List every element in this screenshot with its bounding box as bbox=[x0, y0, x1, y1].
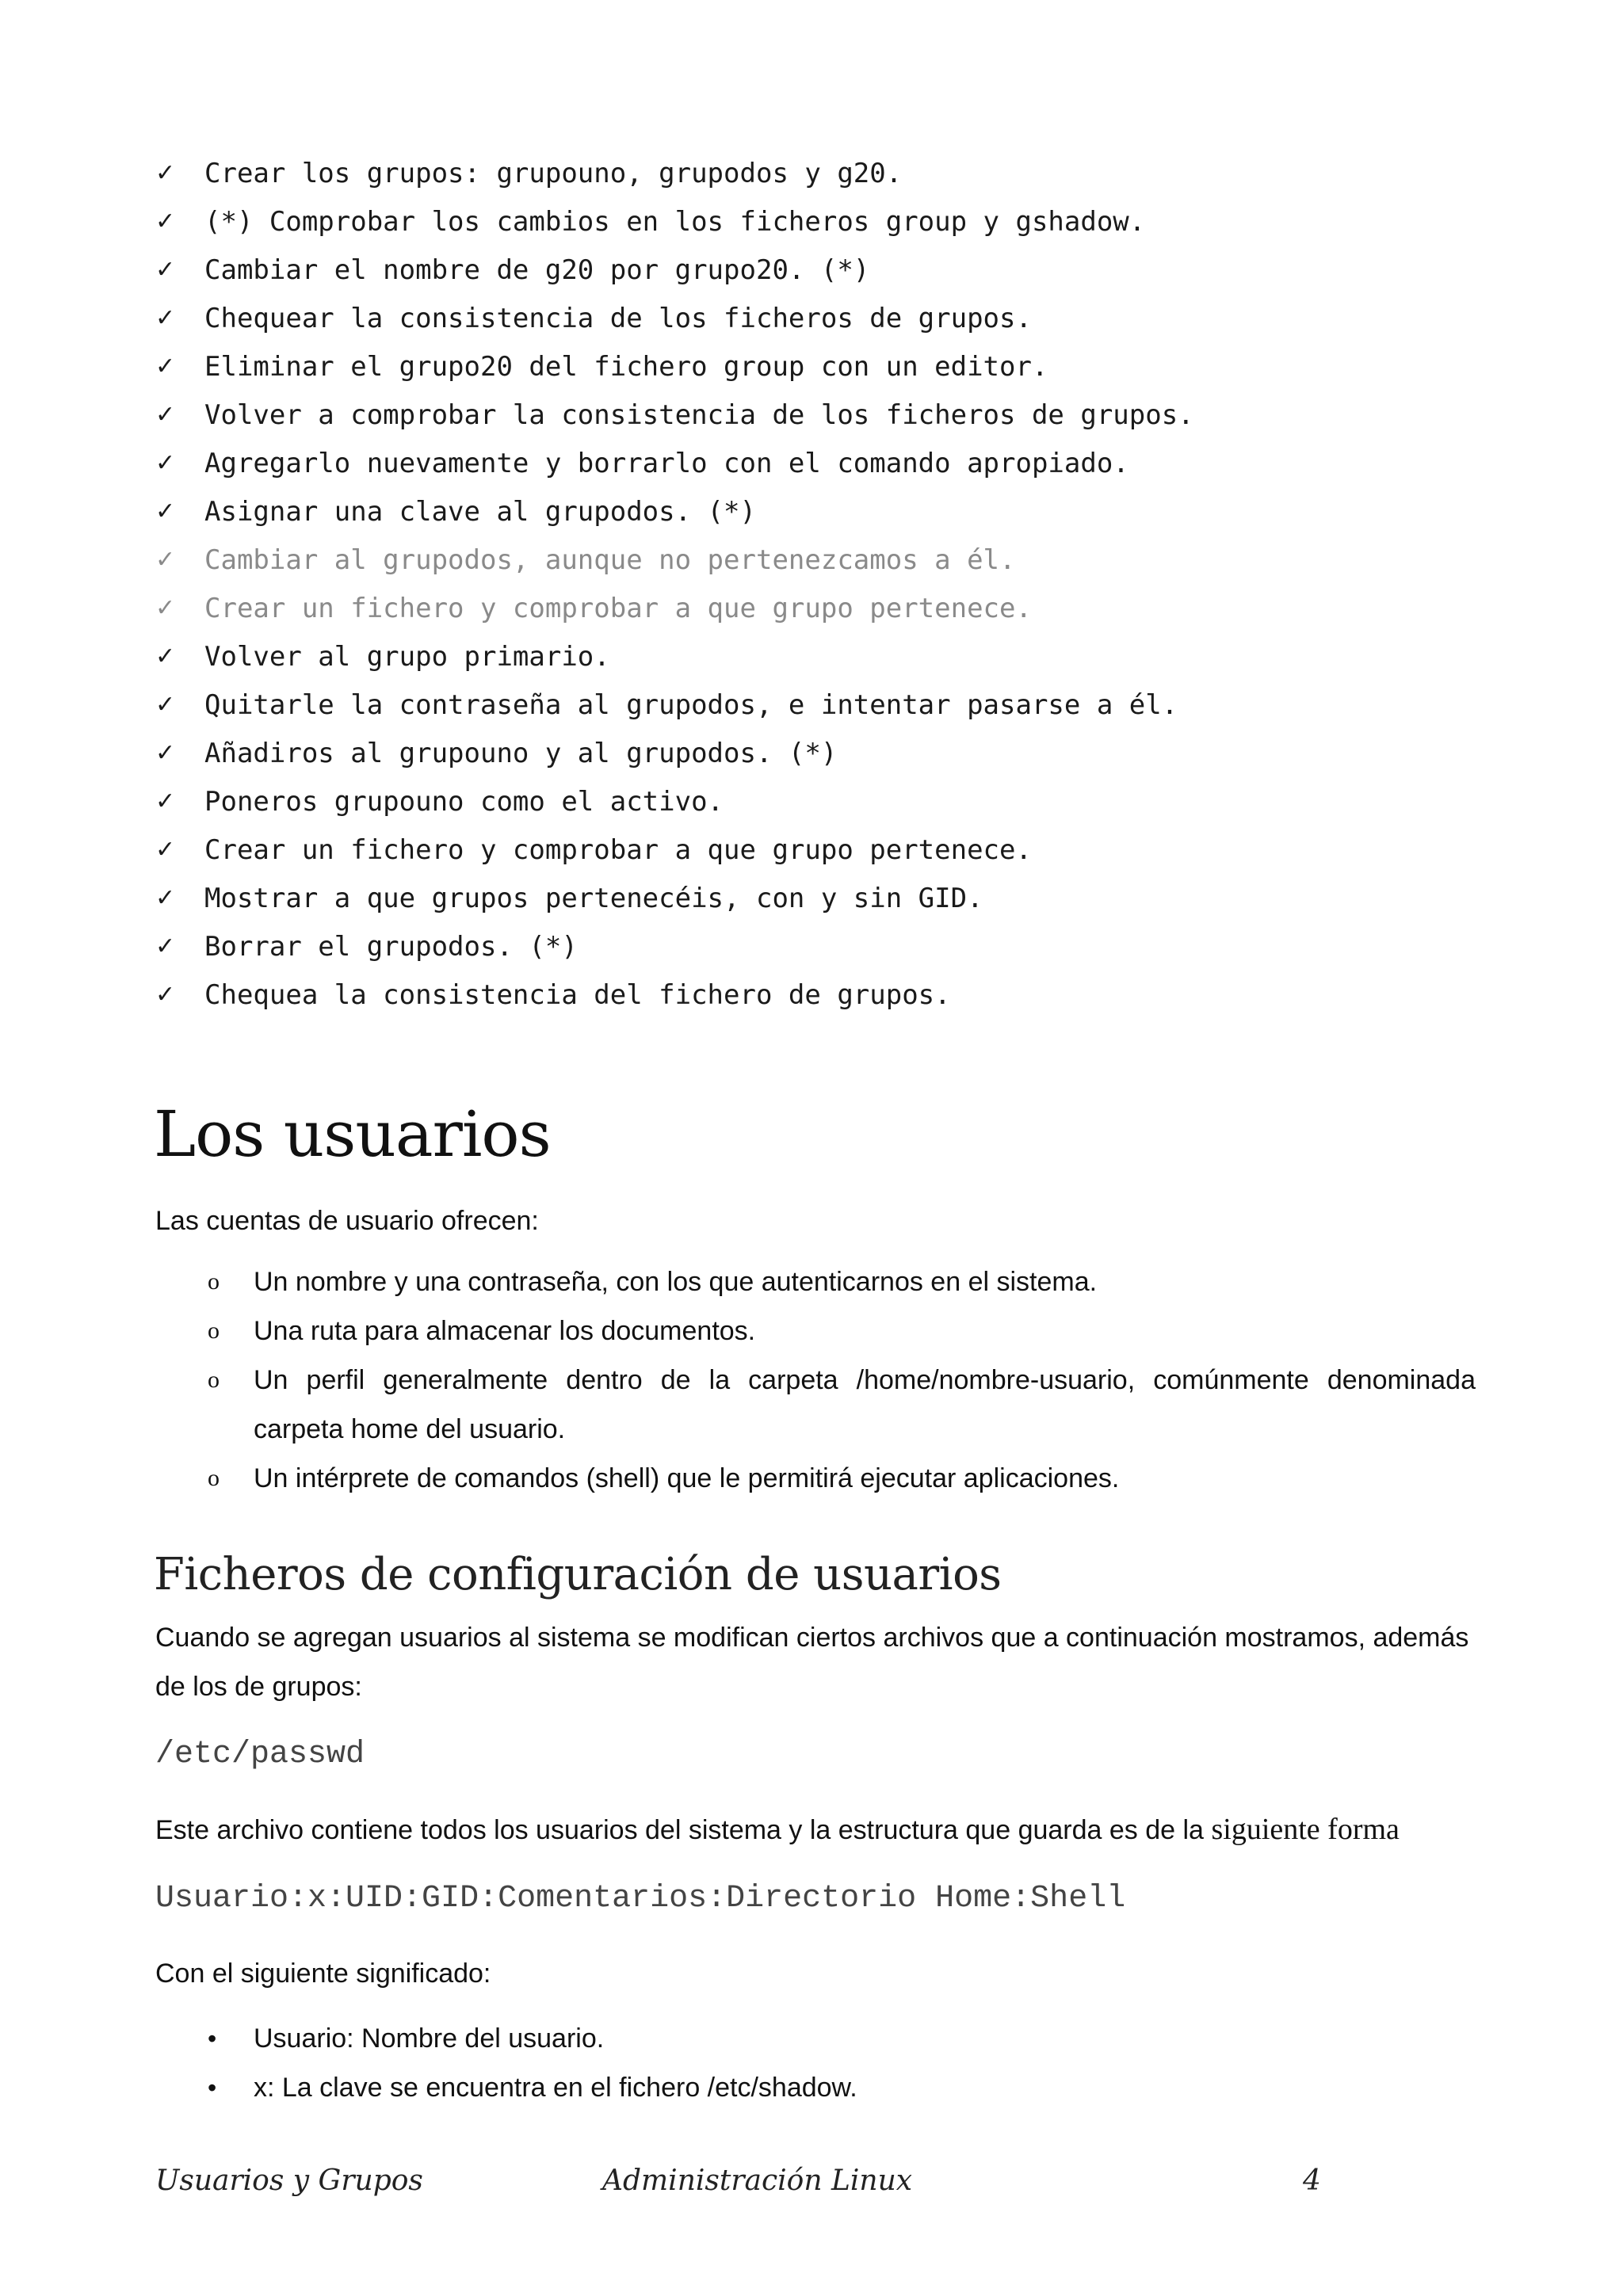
checkmark-icon: ✓ bbox=[155, 401, 176, 429]
task-text: Crear un fichero y comprobar a que grupo pertenece. bbox=[204, 592, 1032, 624]
circle-bullet-icon: o bbox=[208, 1268, 220, 1295]
list-item bbox=[208, 2014, 1476, 2063]
task-text: Eliminar el grupo20 del fichero group con un editor. bbox=[204, 350, 1048, 383]
checkmark-icon: ✓ bbox=[155, 546, 176, 574]
disc-bullet-icon: • bbox=[208, 2073, 217, 2102]
task-item bbox=[155, 922, 1194, 971]
task-text: (*) Comprobar los cambios en los ficheros group y gshadow. bbox=[204, 205, 1146, 238]
passwd-description-text: Este archivo contiene todos los usuarios del sistema y la estructura que guarda es de la bbox=[155, 1815, 1204, 1845]
task-item bbox=[155, 342, 1194, 391]
checkmark-icon: ✓ bbox=[155, 304, 176, 332]
task-item bbox=[155, 729, 1194, 777]
list-item bbox=[208, 1257, 1476, 1306]
list-item-text: Un perfil generalmente dentro de la carpeta /home/nombre-usuario, comúnmente denominada carpeta home del usuario. bbox=[254, 1365, 1476, 1444]
ficheros-intro: Cuando se agregan usuarios al sistema se modifican ciertos archivos que a continuación mostramos, además de los de grupos: bbox=[155, 1623, 1469, 1702]
checkmark-icon: ✓ bbox=[155, 788, 176, 815]
task-item bbox=[155, 487, 1194, 536]
section-title-ficheros: Ficheros de configuración de usuarios bbox=[154, 1549, 1002, 1600]
usuarios-features-list bbox=[208, 1257, 1476, 1503]
checkmark-icon: ✓ bbox=[155, 256, 176, 284]
checkmark-icon: ✓ bbox=[155, 836, 176, 864]
checkmark-icon: ✓ bbox=[155, 981, 176, 1009]
task-text: Crear los grupos: grupouno, grupodos y g20. bbox=[204, 157, 903, 189]
passwd-description bbox=[155, 1805, 1475, 1855]
passwd-fields-list bbox=[208, 2014, 1476, 2112]
task-text: Chequear la consistencia de los ficheros de grupos. bbox=[204, 302, 1032, 334]
task-item bbox=[155, 874, 1194, 922]
checkmark-icon: ✓ bbox=[155, 594, 176, 622]
task-item bbox=[155, 584, 1194, 632]
task-text: Cambiar el nombre de g20 por grupo20. (*) bbox=[204, 254, 870, 286]
meaning-intro: Con el siguiente significado: bbox=[155, 1958, 491, 1989]
passwd-path: /etc/passwd bbox=[155, 1737, 365, 1772]
checkmark-icon: ✓ bbox=[155, 643, 176, 670]
footer-center: Administración Linux bbox=[602, 2164, 913, 2197]
checkmark-icon: ✓ bbox=[155, 449, 176, 477]
task-text: Crear un fichero y comprobar a que grupo pertenece. bbox=[204, 833, 1032, 866]
task-text: Poneros grupouno como el activo. bbox=[204, 785, 724, 818]
list-item-text: Usuario: Nombre del usuario. bbox=[254, 2023, 605, 2054]
task-text: Borrar el grupodos. (*) bbox=[204, 930, 578, 963]
task-text: Volver al grupo primario. bbox=[204, 640, 610, 673]
list-item-text: Una ruta para almacenar los documentos. bbox=[254, 1316, 756, 1346]
list-item bbox=[208, 2063, 1476, 2112]
usuarios-intro: Las cuentas de usuario ofrecen: bbox=[155, 1206, 539, 1236]
list-item-text: Un nombre y una contraseña, con los que autenticarnos en el sistema. bbox=[254, 1267, 1098, 1297]
checkmark-icon: ✓ bbox=[155, 159, 176, 187]
list-item bbox=[208, 1454, 1476, 1503]
checkmark-icon: ✓ bbox=[155, 208, 176, 235]
list-item bbox=[208, 1306, 1476, 1356]
task-text: Quitarle la contraseña al grupodos, e intentar pasarse a él. bbox=[204, 688, 1178, 721]
checkmark-icon: ✓ bbox=[155, 884, 176, 912]
circle-bullet-icon: o bbox=[208, 1318, 220, 1344]
checkmark-icon: ✓ bbox=[155, 739, 176, 767]
task-item bbox=[155, 681, 1194, 729]
checkmark-icon: ✓ bbox=[155, 691, 176, 719]
task-text: Volver a comprobar la consistencia de los ficheros de grupos. bbox=[204, 399, 1194, 431]
task-item bbox=[155, 777, 1194, 826]
task-item bbox=[155, 971, 1194, 1019]
task-item bbox=[155, 391, 1194, 439]
task-text: Añadiros al grupouno y al grupodos. (*) bbox=[204, 737, 838, 769]
disc-bullet-icon: • bbox=[208, 2024, 217, 2053]
task-text: Mostrar a que grupos pertenecéis, con y sin GID. bbox=[204, 882, 983, 914]
list-item-text: x: La clave se encuentra en el fichero /etc/shadow. bbox=[254, 2073, 857, 2103]
checkmark-icon: ✓ bbox=[155, 498, 176, 525]
task-item bbox=[155, 536, 1194, 584]
task-item bbox=[155, 439, 1194, 487]
task-text: Asignar una clave al grupodos. (*) bbox=[204, 495, 756, 528]
task-text: Cambiar al grupodos, aunque no pertenezcamos a él. bbox=[204, 543, 1016, 576]
checkmark-icon: ✓ bbox=[155, 933, 176, 960]
passwd-format: Usuario:x:UID:GID:Comentarios:Directorio Home:Shell bbox=[155, 1881, 1126, 1917]
passwd-description-tail: siguiente forma bbox=[1203, 1813, 1400, 1846]
task-checklist bbox=[155, 149, 1194, 1019]
footer-left: Usuarios y Grupos bbox=[155, 2164, 423, 2197]
circle-bullet-icon: o bbox=[208, 1465, 220, 1491]
list-item bbox=[208, 1356, 1476, 1454]
task-item bbox=[155, 149, 1194, 197]
circle-bullet-icon: o bbox=[208, 1367, 220, 1393]
task-item bbox=[155, 632, 1194, 681]
page-number: 4 bbox=[1303, 2164, 1321, 2197]
list-item-text: Un intérprete de comandos (shell) que le permitirá ejecutar aplicaciones. bbox=[254, 1463, 1120, 1493]
task-text: Chequea la consistencia del fichero de grupos. bbox=[204, 978, 951, 1011]
task-item bbox=[155, 826, 1194, 874]
section-title-usuarios: Los usuarios bbox=[154, 1097, 551, 1171]
task-item bbox=[155, 246, 1194, 294]
task-text: Agregarlo nuevamente y borrarlo con el comando apropiado. bbox=[204, 447, 1129, 479]
task-item bbox=[155, 294, 1194, 342]
checkmark-icon: ✓ bbox=[155, 353, 176, 380]
task-item bbox=[155, 197, 1194, 246]
